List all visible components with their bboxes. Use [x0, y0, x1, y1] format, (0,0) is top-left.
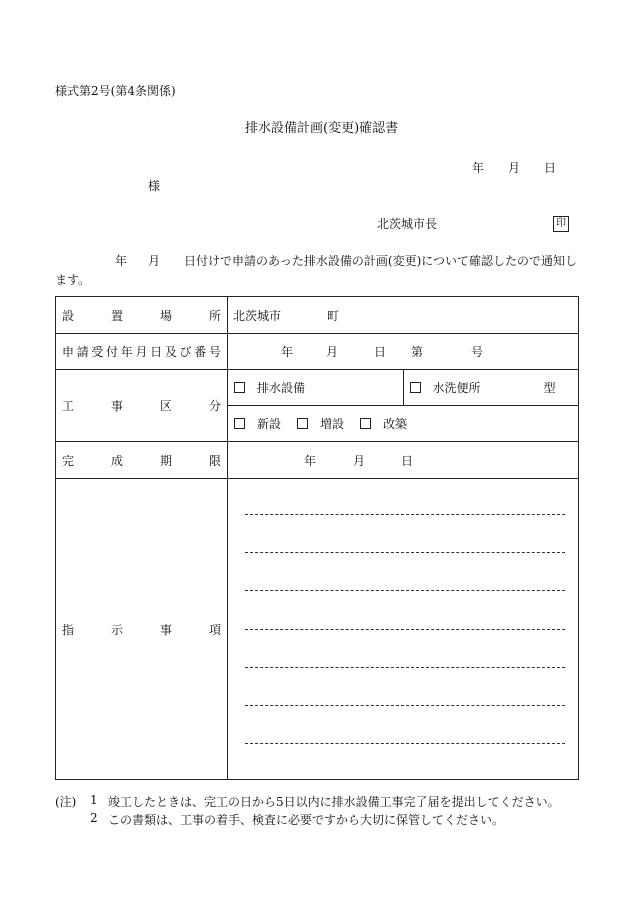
location-town: 町 — [327, 308, 340, 323]
instruction-line — [245, 590, 565, 591]
deadline-month: 月 — [353, 453, 366, 468]
label-rebuild: 改築 — [383, 417, 408, 431]
label-instructions: 指 示 事 項 — [56, 479, 228, 780]
note-2: この書類は、工事の着手、検査に必要ですから大切に保管してください。 — [108, 813, 505, 827]
confirmation-table — [55, 296, 579, 780]
instruction-line — [245, 705, 565, 706]
page-title: 排水設備計画(変更)確認書 — [245, 121, 399, 136]
app-day: 日 — [374, 345, 387, 359]
row-application — [56, 334, 579, 370]
note-1-number: 1 — [90, 793, 98, 807]
deadline-day: 日 — [401, 453, 414, 468]
app-year: 年 — [281, 345, 294, 359]
addressee-suffix: 様 — [148, 179, 161, 193]
app-month: 月 — [326, 345, 339, 359]
body-month: 月 — [148, 254, 161, 268]
note-prefix: (注) — [55, 795, 77, 809]
value-deadline — [228, 442, 579, 479]
app-no-prefix: 第 — [411, 345, 424, 359]
checkbox-new[interactable] — [234, 418, 245, 429]
checkbox-drain[interactable] — [234, 382, 245, 393]
checkbox-toilet[interactable] — [410, 382, 421, 393]
instruction-line — [245, 629, 565, 630]
label-add: 増設 — [320, 417, 345, 431]
label-work-type: 工 事 区 分 — [56, 370, 228, 442]
date-month: 月 — [508, 161, 521, 175]
options-construction — [228, 406, 579, 442]
form-number: 様式第2号(第4条関係) — [55, 84, 176, 98]
instruction-line — [245, 743, 565, 744]
location-city: 北茨城市 — [233, 308, 282, 323]
note-1: 竣工したときは、完工の日から5日以内に排水設備工事完了届を提出してください。 — [108, 795, 560, 809]
label-new: 新設 — [257, 417, 282, 431]
label-location: 設 置 場 所 — [56, 297, 228, 334]
label-deadline: 完 成 期 限 — [56, 442, 228, 479]
body-text: 日付けで申請のあった排水設備の計画(変更)について確認したので通知し — [184, 254, 578, 268]
row-work-type-1 — [56, 370, 579, 406]
note-2-number: 2 — [90, 811, 98, 825]
label-application: 申 請 受 付 年 月 日 及 び 番 号 — [56, 334, 228, 370]
deadline-year: 年 — [304, 453, 317, 468]
option-toilet[interactable] — [403, 370, 579, 406]
row-location — [56, 297, 579, 334]
checkbox-add[interactable] — [297, 418, 308, 429]
label-drain: 排水設備 — [257, 381, 306, 395]
app-no-suffix: 号 — [471, 345, 484, 359]
value-application — [228, 334, 579, 370]
instruction-line — [245, 667, 565, 668]
instruction-line — [245, 552, 565, 553]
row-deadline — [56, 442, 579, 479]
body-text-cont: ます。 — [55, 273, 91, 287]
date-day: 日 — [544, 161, 557, 175]
date-year: 年 — [472, 161, 485, 175]
instruction-line — [245, 514, 565, 515]
issuer: 北茨城市長 — [377, 217, 438, 231]
checkbox-rebuild[interactable] — [360, 418, 371, 429]
label-type-suffix: 型 — [543, 381, 556, 395]
option-drain[interactable] — [228, 370, 404, 406]
label-toilet: 水洗便所 — [432, 381, 481, 395]
seal-mark: 印 — [553, 216, 569, 232]
body-year: 年 — [115, 254, 128, 268]
value-location — [228, 297, 579, 334]
